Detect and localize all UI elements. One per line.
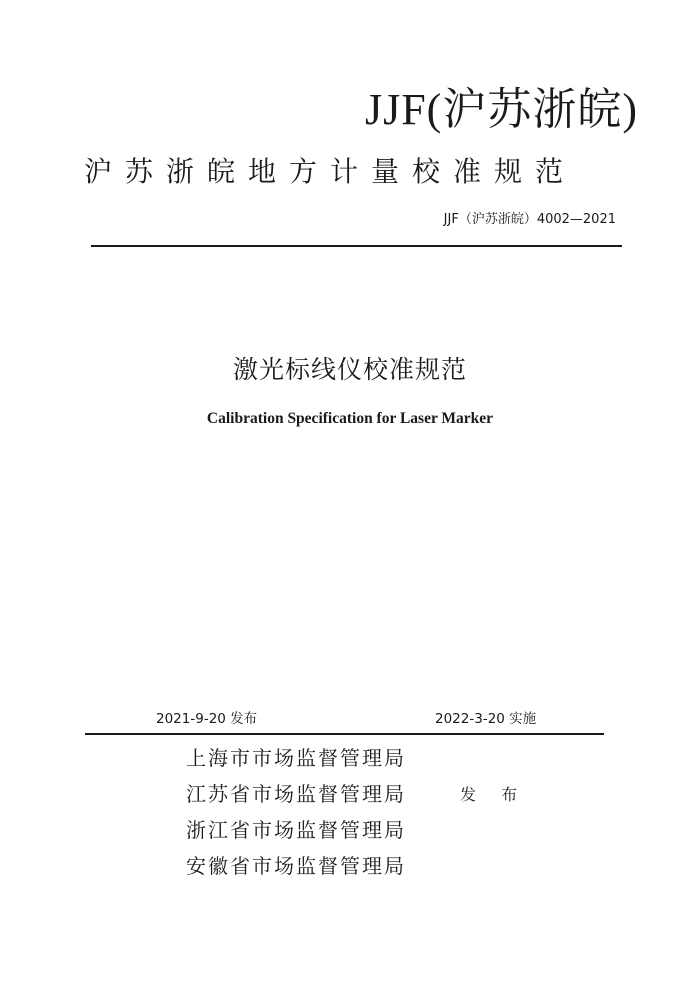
document-title-chinese: 激光标线仪校准规范 [232, 355, 467, 384]
standard-number: JJF（沪苏浙皖）4002—2021 [443, 212, 616, 227]
implementation-date: 2022-3-20 实施 [435, 711, 537, 727]
issuing-authorities-list [186, 740, 406, 884]
issue-action-label: 发 布 [460, 785, 528, 804]
document-title-english: Calibration Specification for Laser Marker [206, 410, 494, 427]
issuer-shanghai: 上海市市场监督管理局 [186, 746, 406, 770]
specification-category: 沪苏浙皖地方计量校准规范 [84, 155, 577, 188]
issuer-jiangsu: 江苏省市场监督管理局 [186, 782, 406, 806]
header-divider [91, 245, 622, 247]
issuer-zhejiang: 浙江省市场监督管理局 [186, 818, 406, 842]
issue-date: 2021-9-20 发布 [156, 711, 258, 727]
document-code-title: JJF(沪苏浙皖) [364, 85, 638, 134]
footer-divider [85, 733, 604, 735]
issuer-anhui: 安徽省市场监督管理局 [186, 854, 406, 878]
